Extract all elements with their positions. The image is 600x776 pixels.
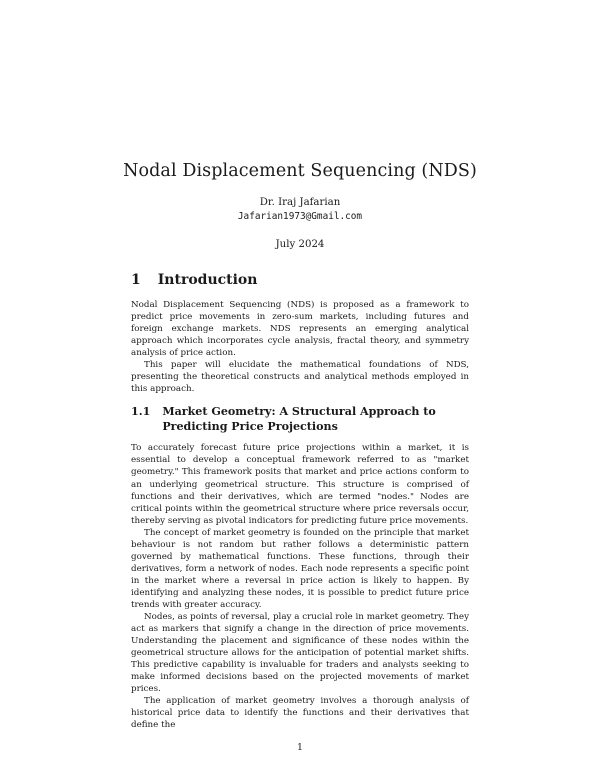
- publication-date: July 2024: [275, 239, 325, 250]
- section-number: 1: [131, 272, 141, 288]
- author-email: Jafarian1973@Gmail.com: [237, 211, 363, 222]
- paragraph: To accurately forecast future price projections within a market, it is essential to develop a conceptual framework referred to as "market geometry." This framework posits that market and price actions conform to an underlying geometrical structure. This structure is comprised of functions and their derivatives, which are termed "nodes." Nodes are critical points within the geometrical structure where price reversals occur, thereby serving as pivotal indicators for predicting future price movements.: [131, 443, 469, 526]
- author-name: Dr. Iraj Jafarian: [259, 197, 341, 208]
- title-block: [0, 160, 600, 252]
- paragraph: This paper will elucidate the mathematical foundations of NDS, presenting the theoretical constructs and analytical methods employed in this approach.: [131, 360, 469, 395]
- subsection-heading-market-geometry: [131, 405, 469, 434]
- subsection-title: Market Geometry: A Structural Approach to Predicting Price Projections: [162, 405, 436, 433]
- page-number: 1: [297, 742, 303, 753]
- subsection-number: 1.1: [131, 405, 151, 419]
- section-heading-introduction: [131, 270, 469, 290]
- paragraph: Nodes, as points of reversal, play a crucial role in market geometry. They act as markers that signify a change in the direction of price movements. Understanding the placement and significance of these nodes within the geometrical structure allows for the anticipation of potential market shifts. This predictive capability is invaluable for traders and analysts seeking to make informed decisions based on the projected movements of market prices.: [131, 612, 469, 695]
- paper-title: Nodal Displacement Sequencing (NDS): [123, 161, 477, 181]
- paragraph: Nodal Displacement Sequencing (NDS) is proposed as a framework to predict price movements in zero-sum markets, including futures and foreign exchange markets. NDS represents an emerging analytical approach which incorporates cycle analysis, fractal theory, and symmetry analysis of price action.: [131, 300, 469, 359]
- section-title: Introduction: [157, 272, 258, 288]
- paragraph: The application of market geometry involves a thorough analysis of historical price data to identify the functions and their derivatives that define the: [131, 696, 469, 731]
- body-content: [131, 270, 469, 732]
- paragraph: The concept of market geometry is founded on the principle that market behaviour is not random but rather follows a deterministic pattern governed by mathematical functions. These functions, through their derivatives, form a network of nodes. Each node represents a specific point in the market where a reversal in price action is likely to happen. By identifying and analyzing these nodes, it is possible to predict future price trends with greater accuracy.: [131, 527, 469, 610]
